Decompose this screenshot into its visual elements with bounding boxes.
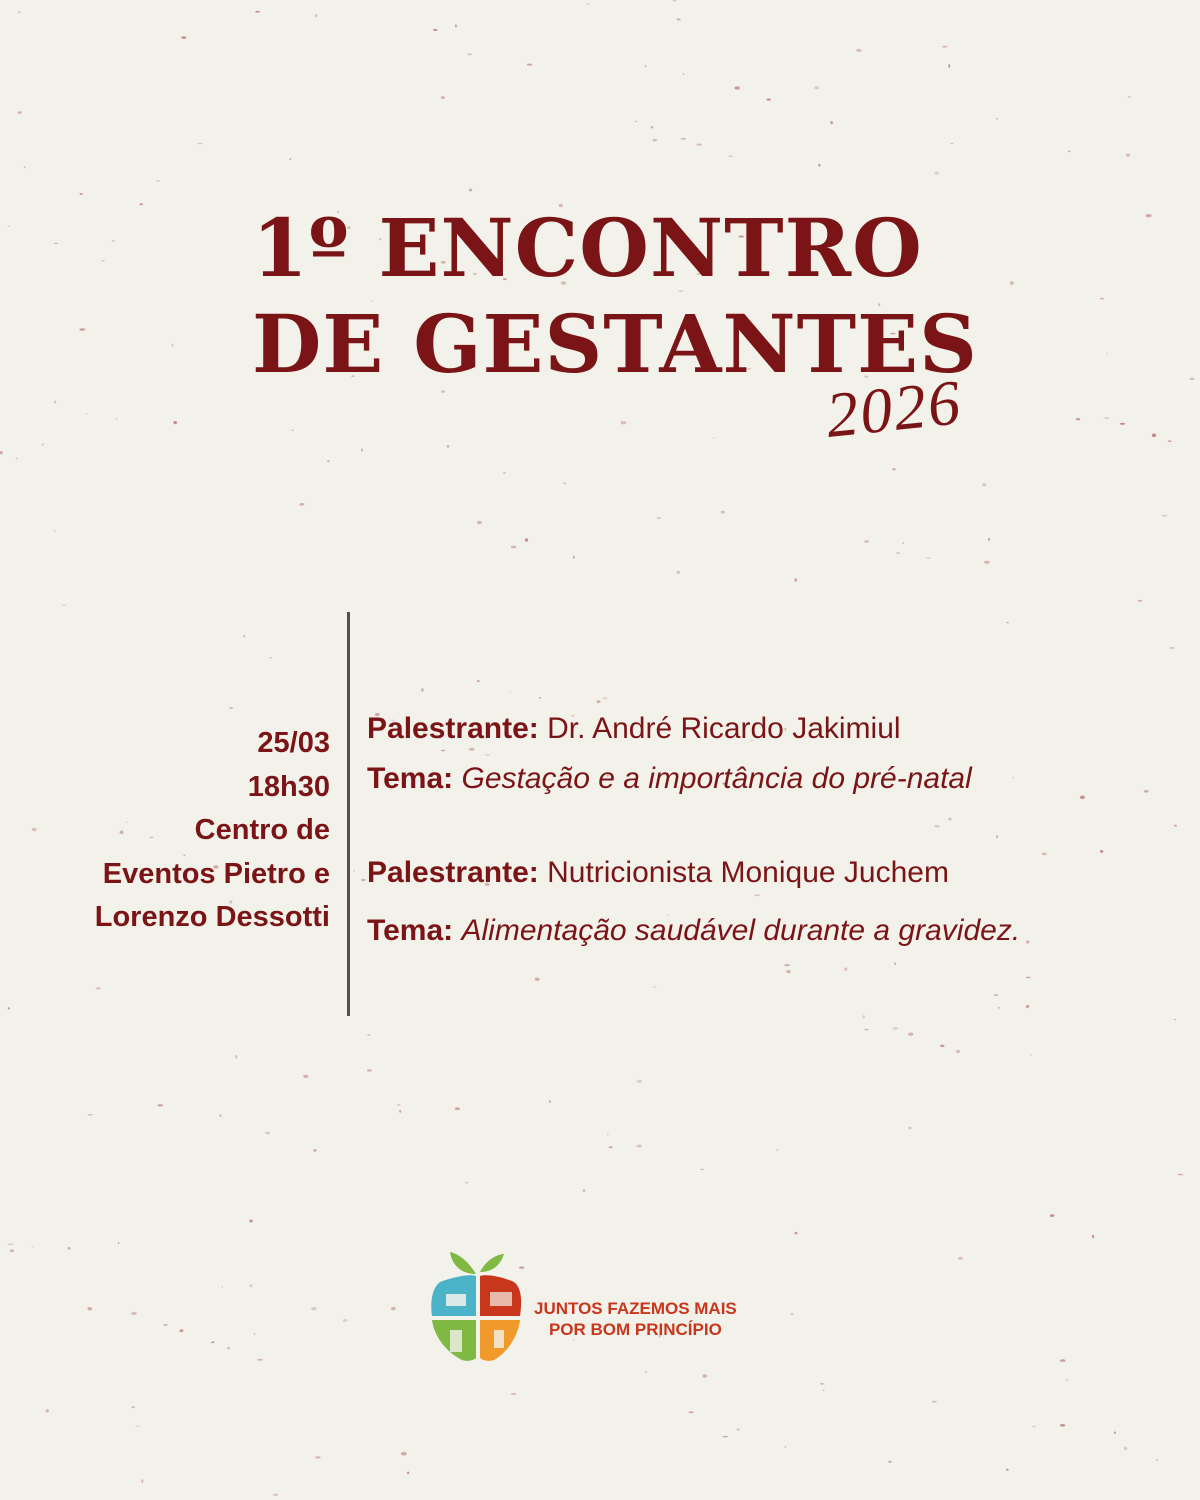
- speck: [1050, 1214, 1055, 1217]
- speck: [583, 1189, 585, 1192]
- speck: [896, 552, 900, 554]
- speck: [421, 688, 424, 692]
- speck: [181, 36, 186, 39]
- speck: [32, 1246, 34, 1247]
- speck: [609, 1146, 613, 1148]
- speck: [864, 540, 869, 542]
- speck: [1010, 281, 1014, 285]
- speck: [621, 421, 627, 424]
- talks-list: [367, 708, 1020, 960]
- speck: [1076, 418, 1080, 420]
- speck: [1100, 850, 1103, 853]
- talk-1-speaker: [367, 708, 1020, 758]
- speck: [864, 1029, 868, 1030]
- speck: [1026, 940, 1029, 943]
- speck: [135, 1426, 139, 1427]
- speck: [503, 472, 506, 473]
- speck: [397, 1104, 400, 1106]
- speck: [8, 1244, 14, 1245]
- speck: [527, 64, 533, 66]
- speck: [1124, 1447, 1127, 1450]
- speaker-label: Palestrante:: [367, 712, 539, 745]
- speck: [525, 538, 528, 541]
- speck: [677, 571, 680, 574]
- speck: [862, 1015, 865, 1018]
- speck: [956, 1050, 960, 1053]
- speck: [8, 225, 10, 227]
- event-title: [252, 200, 978, 392]
- speck: [455, 24, 457, 27]
- speck: [1032, 1426, 1036, 1427]
- speck: [673, 0, 677, 2]
- speck: [477, 680, 480, 682]
- speck: [696, 143, 701, 145]
- speck: [940, 1045, 944, 1048]
- speck: [689, 1411, 694, 1413]
- speck: [950, 143, 954, 144]
- speck: [140, 203, 144, 205]
- speck: [18, 11, 21, 13]
- speck: [269, 657, 272, 658]
- speck: [249, 1284, 252, 1287]
- speck: [353, 870, 355, 872]
- speck: [1068, 151, 1071, 153]
- speck: [549, 1100, 551, 1103]
- speck: [433, 29, 437, 31]
- speck: [1104, 417, 1110, 418]
- speck: [327, 460, 329, 462]
- speck: [1080, 796, 1085, 800]
- speck: [273, 1494, 278, 1496]
- speck: [62, 605, 67, 606]
- speck: [1152, 434, 1156, 438]
- speck: [68, 1247, 71, 1250]
- speck: [1092, 1235, 1094, 1238]
- speck: [79, 328, 85, 331]
- speck: [573, 556, 575, 559]
- speck: [683, 73, 685, 75]
- apple-logo-icon: [428, 1248, 528, 1368]
- speck: [790, 1313, 794, 1314]
- event-venue-line-2: Eventos Pietro e: [102, 857, 330, 890]
- speck: [844, 968, 847, 971]
- theme-text: Gestação e a importância do pré-natal: [461, 762, 972, 795]
- speck: [54, 530, 56, 532]
- speck: [607, 1134, 609, 1135]
- speck: [299, 503, 304, 506]
- speck: [1178, 1174, 1184, 1176]
- speck: [467, 53, 472, 55]
- speck: [1190, 378, 1195, 380]
- speck: [539, 697, 541, 699]
- speck: [892, 468, 896, 470]
- speck: [46, 1409, 49, 1412]
- speck: [603, 697, 608, 699]
- theme-label: Tema:: [367, 914, 454, 947]
- speck: [1174, 825, 1177, 827]
- speck: [447, 445, 449, 447]
- speck: [80, 193, 83, 195]
- speck: [728, 156, 732, 157]
- speck: [794, 1232, 797, 1235]
- speck: [155, 180, 160, 181]
- speck: [982, 483, 986, 486]
- slogan-line-1: JUNTOS FAZEMOS MAIS: [534, 1299, 737, 1318]
- speck: [818, 164, 820, 167]
- speck: [1138, 600, 1143, 602]
- speck: [54, 401, 57, 404]
- speck: [1100, 298, 1104, 300]
- speck: [908, 1033, 913, 1036]
- speck: [786, 970, 790, 973]
- title-line-1: 1º ENCONTRO: [252, 201, 923, 295]
- speck: [784, 1446, 786, 1448]
- speck: [142, 1479, 144, 1483]
- speck: [88, 1307, 93, 1310]
- speck: [892, 1027, 898, 1030]
- speck: [257, 1359, 263, 1361]
- speck: [1060, 1424, 1065, 1427]
- speck: [942, 46, 948, 48]
- speck: [637, 1145, 642, 1148]
- speck: [243, 635, 245, 637]
- speck: [1168, 440, 1172, 442]
- speck: [315, 1456, 321, 1458]
- speck: [908, 1127, 911, 1129]
- speck: [1170, 647, 1175, 649]
- speck: [1030, 1054, 1032, 1056]
- speck: [701, 1169, 704, 1170]
- speck: [713, 438, 715, 439]
- speck: [653, 986, 657, 987]
- speck: [361, 448, 363, 451]
- speaker-name: Dr. André Ricardo Jakimiul: [547, 712, 901, 745]
- speck: [722, 1436, 728, 1438]
- speck: [102, 260, 105, 261]
- talk-2-speaker: [367, 852, 1020, 902]
- speck: [777, 1149, 779, 1151]
- speck: [289, 158, 291, 160]
- speck: [1006, 1469, 1009, 1471]
- speck: [265, 1132, 270, 1134]
- speck: [820, 1383, 823, 1384]
- event-venue-line-3: Lorenzo Dessotti: [94, 901, 330, 933]
- speck: [988, 538, 990, 541]
- speck: [734, 86, 740, 89]
- brand-slogan: [534, 1298, 737, 1340]
- speck: [112, 240, 116, 241]
- speck: [8, 1007, 10, 1010]
- speck: [95, 987, 101, 990]
- speck: [441, 96, 445, 99]
- speck: [24, 166, 26, 168]
- speck: [653, 139, 657, 142]
- speck: [367, 1069, 372, 1071]
- speck: [1120, 423, 1125, 425]
- speck: [766, 99, 771, 101]
- speck: [996, 118, 998, 120]
- speck: [179, 1329, 183, 1332]
- speck: [172, 344, 174, 347]
- speck: [253, 1333, 255, 1334]
- speck: [219, 1114, 221, 1117]
- speck: [994, 994, 998, 996]
- speck: [211, 1341, 214, 1343]
- event-details: [30, 722, 330, 940]
- speck: [511, 1393, 516, 1394]
- speck: [315, 14, 317, 17]
- speck: [645, 1371, 648, 1373]
- speck: [157, 1104, 163, 1106]
- speck: [18, 111, 22, 114]
- speck: [597, 700, 601, 703]
- theme-label: Tema:: [367, 762, 454, 795]
- talk-1-theme: [367, 758, 1020, 808]
- speck: [86, 413, 88, 415]
- speck: [535, 978, 540, 981]
- speaker-name: Nutricionista Monique Juchem: [547, 856, 949, 889]
- speck: [1106, 353, 1108, 354]
- speck: [822, 1389, 824, 1392]
- speck: [313, 1149, 316, 1151]
- speck: [407, 1472, 409, 1475]
- speck: [1042, 853, 1047, 856]
- event-time: 18h30: [247, 770, 330, 803]
- speck: [721, 511, 726, 514]
- speck: [635, 121, 638, 123]
- speck: [465, 1182, 468, 1184]
- speck: [235, 1055, 237, 1059]
- speck: [932, 1401, 937, 1403]
- municipal-logo: [428, 1248, 528, 1373]
- speck: [1006, 622, 1009, 623]
- speck: [784, 964, 790, 966]
- speck: [926, 557, 930, 559]
- speck: [173, 421, 177, 424]
- theme-text: Alimentação saudável durante a gravidez.: [461, 914, 1021, 947]
- speck: [1144, 790, 1149, 793]
- speck: [856, 49, 862, 52]
- speck: [830, 121, 833, 124]
- speck: [255, 11, 260, 13]
- event-date: 25/03: [257, 727, 330, 759]
- speck: [116, 418, 118, 420]
- speck: [984, 561, 990, 564]
- speck: [958, 1257, 963, 1260]
- speck: [399, 1110, 401, 1113]
- speck: [1146, 214, 1152, 218]
- speck: [651, 126, 654, 128]
- speck: [163, 1324, 167, 1326]
- event-venue-line-1: Centro de: [194, 814, 330, 846]
- speck: [118, 1242, 120, 1244]
- speck: [894, 962, 896, 965]
- speck: [291, 430, 294, 431]
- speck: [681, 138, 687, 140]
- speck: [645, 66, 647, 67]
- speck: [587, 3, 590, 4]
- speck: [737, 1429, 740, 1431]
- speck: [131, 1406, 135, 1408]
- vertical-divider: [347, 612, 350, 1016]
- speck: [361, 879, 366, 880]
- speck: [1026, 1005, 1029, 1008]
- speaker-label: Palestrante:: [367, 856, 539, 889]
- speck: [998, 1007, 1000, 1009]
- speck: [229, 707, 233, 709]
- speck: [509, 692, 511, 693]
- talk-2-theme: [367, 910, 1020, 960]
- speck: [934, 172, 939, 175]
- speck: [1066, 1379, 1068, 1381]
- speck: [511, 546, 517, 549]
- speck: [0, 451, 3, 454]
- speck: [677, 18, 681, 20]
- speck: [469, 189, 472, 192]
- speck: [1026, 977, 1031, 979]
- speck: [249, 1220, 252, 1223]
- speck: [1162, 515, 1168, 517]
- event-year: 2026: [822, 366, 966, 451]
- speck: [948, 64, 950, 68]
- speck: [222, 1286, 224, 1288]
- slogan-line-2: POR BOM PRINCÍPIO: [548, 1320, 722, 1339]
- speck: [54, 243, 59, 244]
- speck: [311, 1307, 317, 1310]
- speck: [1174, 1019, 1176, 1020]
- speck: [391, 1307, 396, 1310]
- speck: [303, 1075, 308, 1078]
- speck: [197, 143, 203, 144]
- speck: [902, 542, 904, 544]
- speck: [10, 1249, 14, 1252]
- title-line-2: DE GESTANTES: [252, 297, 978, 391]
- speck: [1128, 96, 1131, 98]
- speck: [657, 517, 662, 519]
- speck: [563, 483, 567, 485]
- speck: [42, 443, 44, 446]
- speck: [637, 1080, 643, 1083]
- speck: [227, 1347, 229, 1350]
- speck: [814, 86, 819, 89]
- speck: [16, 458, 18, 460]
- speck: [87, 1114, 92, 1116]
- speck: [794, 578, 797, 582]
- speck: [1114, 1431, 1116, 1434]
- speck: [343, 1319, 348, 1322]
- speck: [401, 1452, 407, 1456]
- speck: [455, 1107, 460, 1110]
- speck: [1156, 1459, 1158, 1461]
- speck: [888, 1461, 891, 1463]
- speck: [131, 1312, 137, 1315]
- speck: [1060, 1359, 1066, 1362]
- speck: [477, 521, 482, 524]
- speck: [703, 1374, 707, 1377]
- speck: [1126, 154, 1130, 157]
- speck: [367, 1034, 370, 1036]
